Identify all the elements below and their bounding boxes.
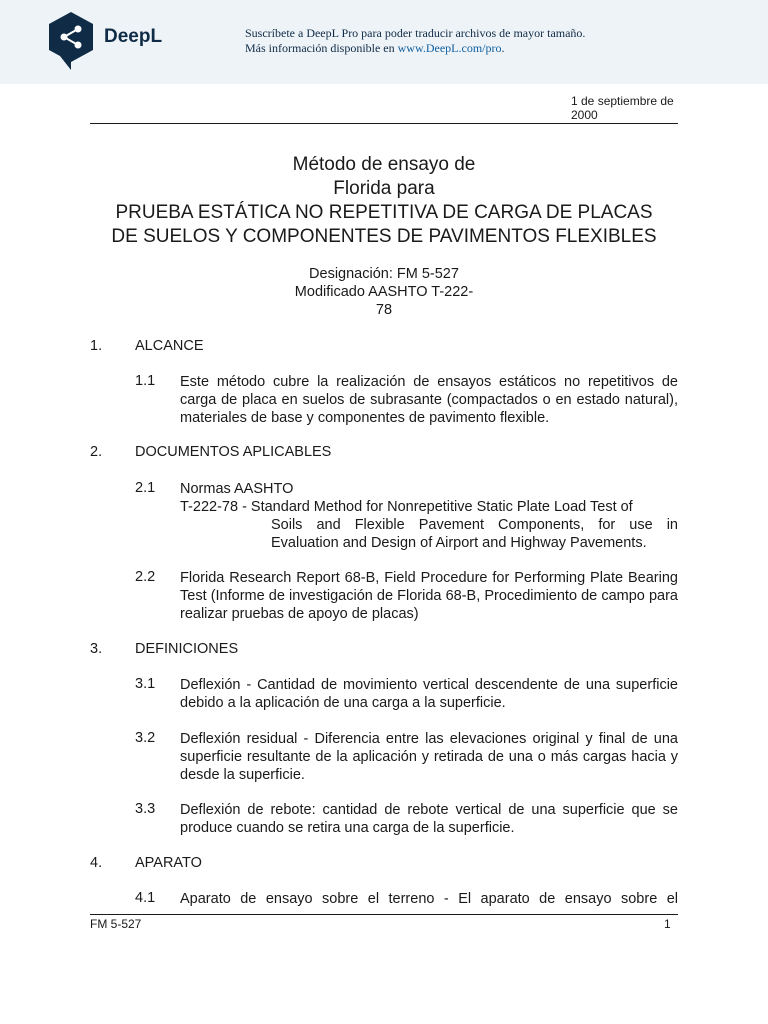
- designation-line-2: Modificado AASHTO T-222-: [294, 284, 474, 300]
- date-line-1: 1 de septiembre de: [571, 94, 674, 108]
- title-line-4: DE SUELOS Y COMPONENTES DE PAVIMENTOS FLEXIBLES: [111, 226, 657, 247]
- section-2-number: 2.: [90, 444, 103, 460]
- item-2-2-text: Florida Research Report 68-B, Field Procedure for Performing Plate Bearing Test (Informe de investigación de Florida 68-B, Procedimiento de campo para realizar pruebas de apoyo de placas): [180, 570, 678, 622]
- item-3-2-text: Deflexión residual - Diferencia entre las elevaciones original y final de una superficie resultante de la aplicación y retirada de una o más cargas hacia y desde la superficie.: [180, 731, 678, 783]
- item-2-1-reference-continued: Soils and Flexible Pavement Components, for use in Evaluation and Design of Airport and Highway Pavements.: [271, 517, 678, 551]
- item-1-1-text: Este método cubre la realización de ensayos estáticos no repetitivos de carga de placa en suelos de subrasante (compactados o en estado natural), materiales de base y componentes de pavimento flexible.: [180, 374, 678, 426]
- item-3-2-number: 3.2: [135, 730, 156, 746]
- promo-line-2: [245, 41, 585, 56]
- deepl-pro-link[interactable]: www.DeepL.com/pro: [397, 41, 502, 55]
- promo-line-2-suffix: .: [501, 41, 505, 55]
- deepl-logo-icon[interactable]: [46, 10, 96, 72]
- section-3-title: DEFINICIONES: [135, 641, 239, 657]
- date-line-2: 2000: [571, 108, 598, 122]
- title-line-3: PRUEBA ESTÁTICA NO REPETITIVA DE CARGA DE PLACAS: [115, 202, 653, 223]
- deepl-brand: DeepL: [104, 26, 163, 47]
- section-1-title: ALCANCE: [135, 338, 204, 354]
- item-3-3-number: 3.3: [135, 801, 156, 817]
- item-4-1-text: Aparato de ensayo sobre el terreno - El aparato de ensayo sobre el: [180, 891, 678, 907]
- section-3-number: 3.: [90, 641, 103, 657]
- document-date: [571, 94, 691, 122]
- title-line-2: Florida para: [333, 178, 435, 199]
- header-rule: [90, 123, 678, 124]
- designation-line-3: 78: [375, 302, 393, 318]
- item-2-1-label: Normas AASHTO: [180, 481, 294, 497]
- deepl-banner: [0, 0, 768, 84]
- section-4-title: APARATO: [135, 855, 202, 871]
- designation-line-1: Designación: FM 5-527: [309, 266, 459, 282]
- item-2-1-reference: T-222-78 - Standard Method for Nonrepetitive Static Plate Load Test of: [180, 499, 633, 515]
- item-3-1-text: Deflexión - Cantidad de movimiento vertical descendente de una superficie debido a la aplicación de una carga a la superficie.: [180, 677, 678, 711]
- promo-text: [245, 26, 585, 56]
- promo-line-1: Suscríbete a DeepL Pro para poder traducir archivos de mayor tamaño.: [245, 26, 586, 40]
- item-4-1-number: 4.1: [135, 890, 156, 906]
- item-2-1-number: 2.1: [135, 480, 156, 496]
- item-2-2-number: 2.2: [135, 569, 156, 585]
- item-3-1-number: 3.1: [135, 676, 156, 692]
- section-1-number: 1.: [90, 338, 103, 354]
- footer-document-id: FM 5-527: [90, 917, 142, 931]
- footer-rule: [90, 914, 678, 915]
- section-4-number: 4.: [90, 855, 103, 871]
- item-1-1-number: 1.1: [135, 373, 156, 389]
- page-number: 1: [664, 917, 671, 931]
- title-line-1: Método de ensayo de: [292, 154, 476, 175]
- promo-line-2-prefix: Más información disponible en: [245, 41, 398, 55]
- item-3-3-text: Deflexión de rebote: cantidad de rebote vertical de una superficie que se produce cuando se retira una carga de la superficie.: [180, 802, 678, 836]
- section-2-title: DOCUMENTOS APLICABLES: [135, 444, 332, 460]
